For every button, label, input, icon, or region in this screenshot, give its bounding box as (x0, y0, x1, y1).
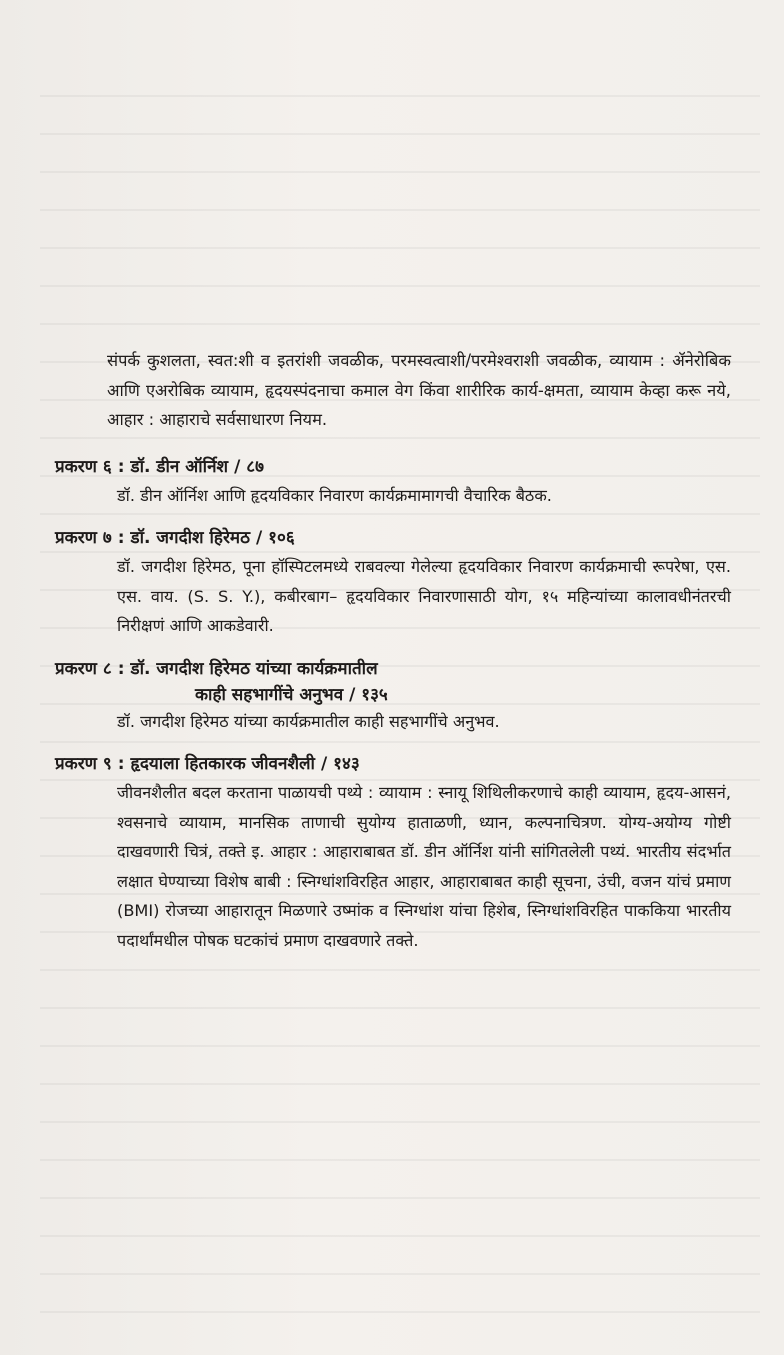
chapter-page: १४३ (333, 754, 360, 774)
chapter-6 (55, 453, 745, 511)
chapter-title-continued: काही सहभागींचे अनुभव / १३५ (195, 684, 388, 705)
chapter-description: डॉ. जगदीश हिरेमठ यांच्या कार्यक्रमातील काही सहभागींचे अनुभव. (117, 711, 500, 731)
contents-listing (55, 346, 745, 955)
chapter-page: ८७ (246, 456, 264, 477)
chapter-description: जीवनशैलीत बदल करताना पाळायची पथ्ये : व्यायाम : स्नायू शिथिलीकरणाचे काही व्यायाम, हृदय-आसनं, श्वसनाचे व्यायाम, मानसिक ताणाची सुयोग्य हाताळणी, ध्यान, कल्पनाचित्रण. योग्य-अयोग्य गोष्टी दाखवणारी चित्रं, तक्ते इ. आहार : आहाराबाबत डॉ. डीन ऑर्निश यांनी सांगितलेली पथ्यं. भारतीय संदर्भात लक्षात घेण्याच्या विशेष बाबी : स्निग्धांशविरहित आहार, आहाराबाबत काही सूचना, उंची, वजन यांचं प्रमाण (BMI) रोजच्या आहारातून मिळणारे उष्मांक व स्निग्धांश यांचा हिशेब, स्निग्धांशविरहित पाककिया भारतीय पदार्थांमधील पोषक घटकांचं प्रमाण दाखवणारे तक्ते. (117, 783, 731, 950)
chapter-label: प्रकरण ६ (55, 456, 112, 477)
chapter-heading: प्रकरण ७ : डॉ. जगदीश हिरेमठ / १०६ (55, 528, 295, 548)
chapter-heading: प्रकरण ८ : डॉ. जगदीश हिरेमठ यांच्या कार्यक्रमातील (55, 658, 378, 679)
chapter-label: प्रकरण ७ (55, 528, 112, 548)
chapter-heading: प्रकरण ६ : डॉ. डीन ऑर्निश / ८७ (55, 456, 264, 477)
chapter-title: डॉ. डीन ऑर्निश (130, 456, 229, 477)
chapter-description: डॉ. जगदीश हिरेमठ, पूना हॉस्पिटलमध्ये राबवल्या गेलेल्या हृदयविकार निवारण कार्यक्रमाची रूपरेषा, एस. एस. वाय. (S. S. Y.), कबीरबाग– हृदयविकार निवारणासाठी योग, १५ महिन्यांच्या कालावधीनंतरची निरीक्षणं आणि आकडेवारी. (117, 557, 731, 635)
chapter-page: १०६ (268, 528, 295, 548)
chapter-7 (55, 524, 745, 641)
chapter-label: प्रकरण ८ (55, 658, 112, 679)
chapter-8 (55, 655, 745, 737)
chapter-heading: प्रकरण ९ : हृदयाला हितकारक जीवनशैली / १४३ (55, 754, 360, 774)
chapter-title: डॉ. जगदीश हिरेमठ (130, 528, 250, 548)
chapter-label: प्रकरण ९ (55, 754, 112, 774)
chapter-title: डॉ. जगदीश हिरेमठ यांच्या कार्यक्रमातील (130, 658, 378, 679)
chapter-9 (55, 750, 745, 955)
chapter-title: हृदयाला हितकारक जीवनशैली (130, 754, 315, 774)
continued-description: संपर्क कुशलता, स्वत:शी व इतरांशी जवळीक, परमस्वत्वाशी/परमेश्वराशी जवळीक, व्यायाम : ॲनेरोबिक आणि एअरोबिक व्यायाम, हृदयस्पंदनाचा कमाल वेग किंवा शारीरिक कार्य-क्षमता, व्यायाम केव्हा करू नये, आहार : आहाराचे सर्वसाधारण नियम. (107, 351, 731, 429)
chapter-description: डॉ. डीन ऑर्निश आणि हृदयविकार निवारण कार्यक्रमामागची वैचारिक बैठक. (117, 485, 552, 505)
